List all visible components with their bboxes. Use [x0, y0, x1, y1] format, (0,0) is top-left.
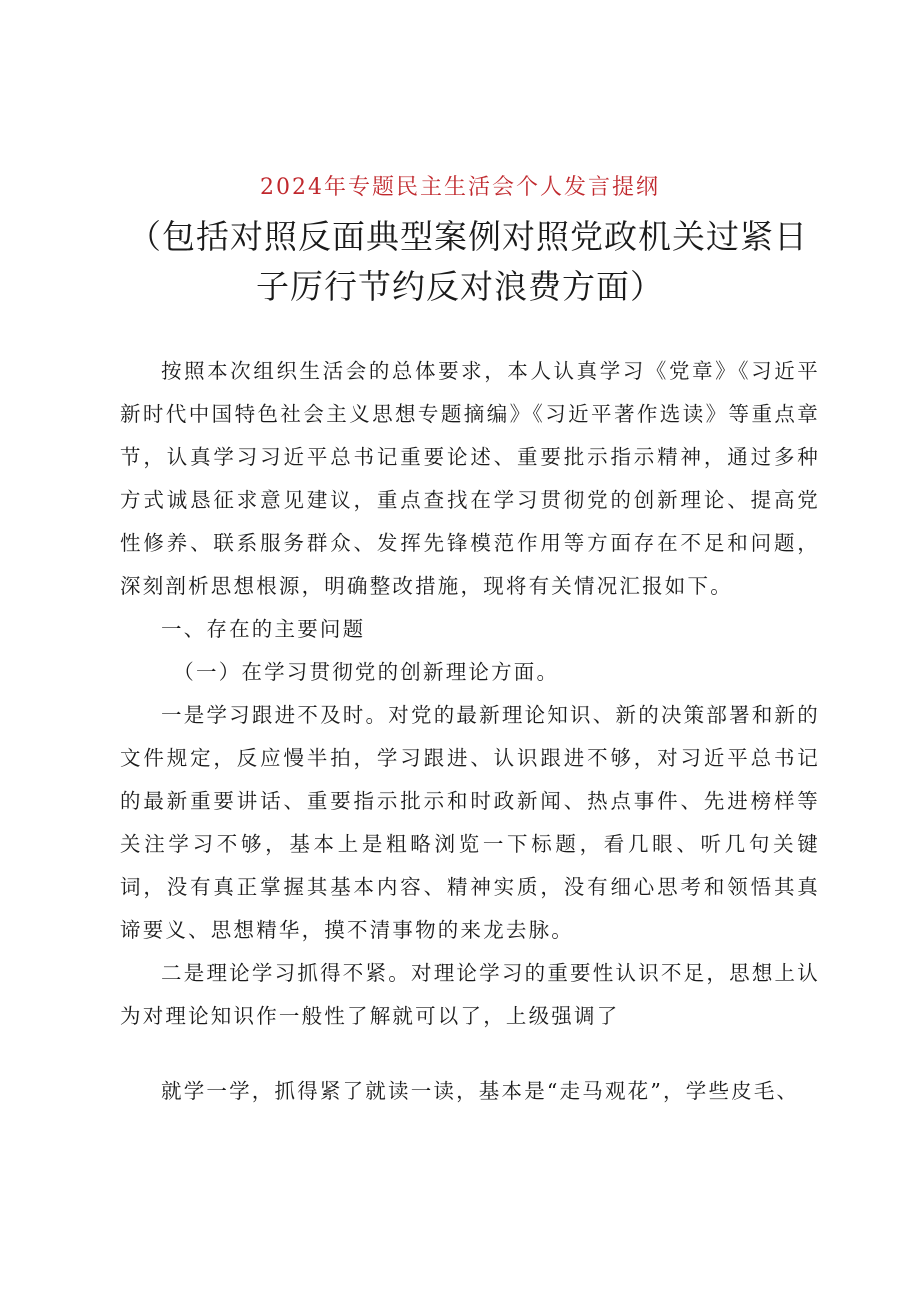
- point-2-paragraph: 二是理论学习抓得不紧。对理论学习的重要性认识不足，思想上认为对理论知识作一般性了解就可以了，上级强调了: [120, 961, 820, 1028]
- intro-paragraph: 按照本次组织生活会的总体要求，本人认真学习《党章》《习近平新时代中国特色社会主义思想专题摘编》《习近平著作选读》等重点章节，认真学习习近平总书记重要论述、重要批示指示精神，通过多种方式诚恳征求意见建议，重点查找在学习贯彻党的创新理论、提高党性修养、联系服务群众、发挥先锋模范作用等方面存在不足和问题，深刻剖析思想根源，明确整改措施，现将有关情况汇报如下。: [120, 359, 820, 598]
- point-1-paragraph: 一是学习跟进不及时。对党的最新理论知识、新的决策部署和新的文件规定，反应慢半拍，学习跟进、认识跟进不够，对习近平总书记的最新重要讲话、重要指示批示和时政新闻、热点事件、先进榜样等关注学习不够，基本上是粗略浏览一下标题，看几眼、听几句关键词，没有真正掌握其基本内容、精神实质，没有细心思考和领悟其真谛要义、思想精华，摸不清事物的来龙去脉。: [120, 703, 820, 942]
- document-subtitle: [128, 212, 828, 312]
- document-body: [120, 350, 820, 1038]
- subsection-heading: （一）在学习贯彻党的创新理论方面。: [173, 660, 560, 684]
- subtitle-line-2: 子厉行节约反对浪费方面）: [256, 267, 664, 306]
- section-heading: 一、存在的主要问题: [161, 617, 366, 641]
- subtitle-line-1: （包括对照反面典型案例对照党政机关过紧日: [128, 217, 808, 256]
- continuation-line: 就学一学，抓得紧了就读一读，基本是“走马观花”，学些皮毛、: [161, 1079, 800, 1103]
- document-title: 2024年专题民主生活会个人发言提纲: [260, 175, 660, 200]
